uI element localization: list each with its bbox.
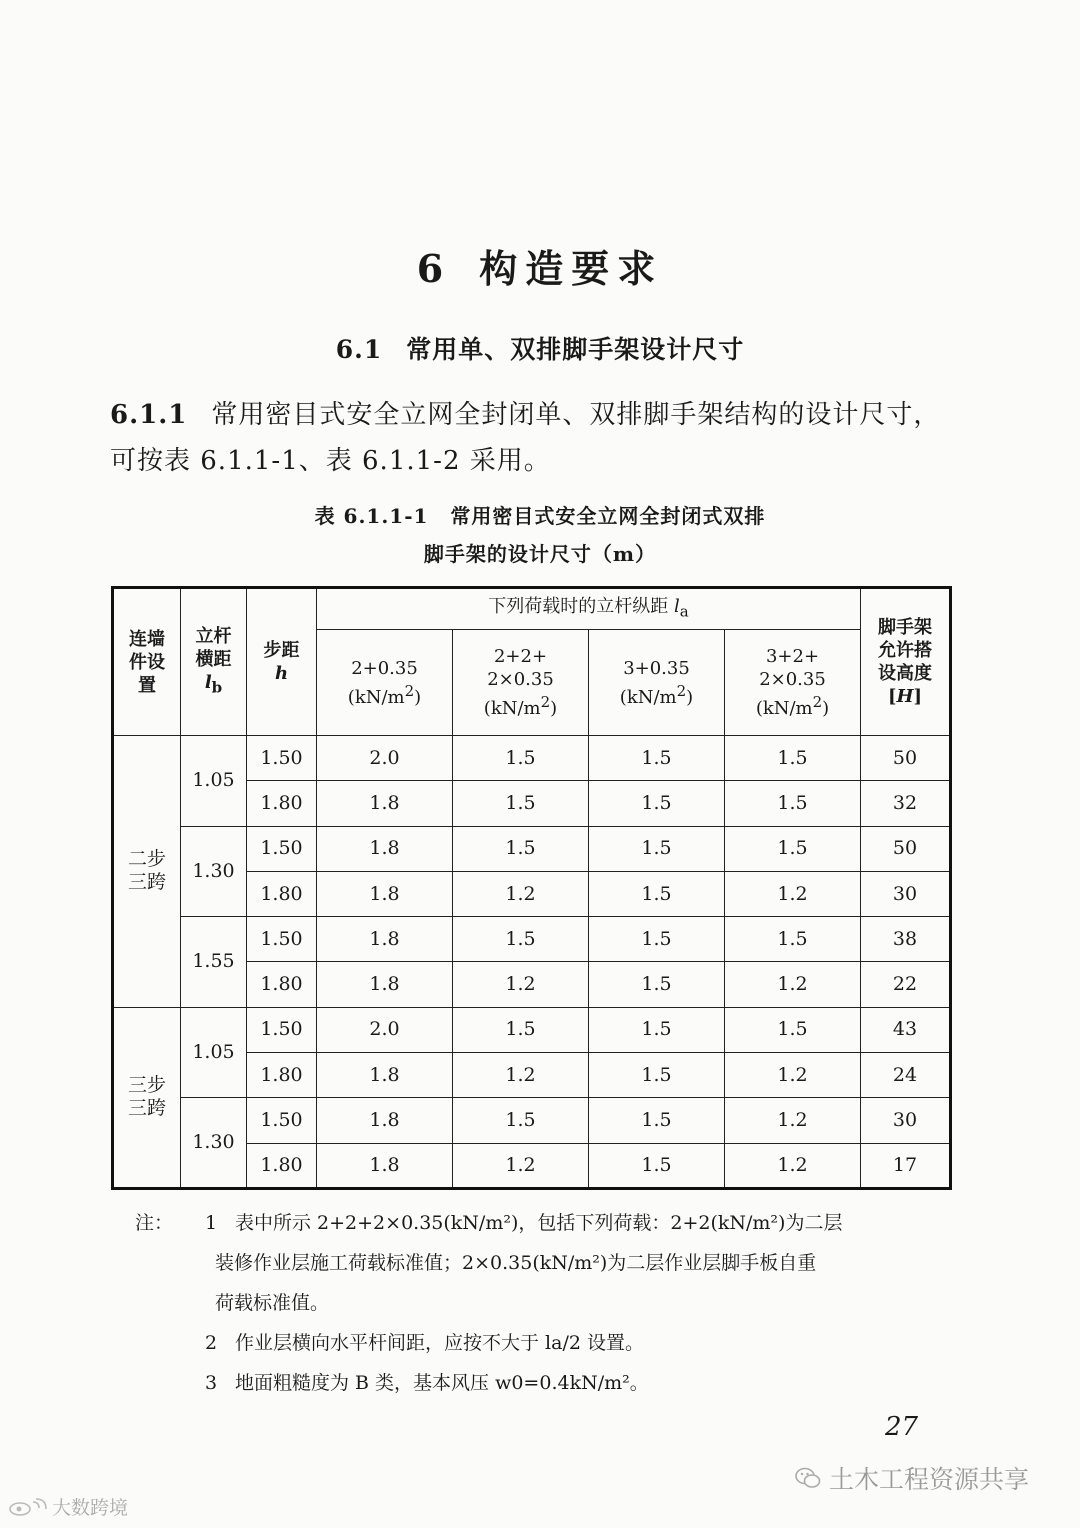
notes-label: 注：: [135, 1212, 174, 1234]
cell-longitudinal-spacing: 1.5: [453, 781, 589, 826]
cell-longitudinal-spacing: 1.5: [725, 1007, 861, 1052]
cell-longitudinal-spacing: 1.5: [589, 781, 725, 826]
cell-longitudinal-spacing: 1.5: [453, 826, 589, 871]
note-text: 表中所示 2+2+2×0.35(kN/m²)，包括下列荷载：2+2(kN/m²)为二层: [235, 1212, 843, 1234]
cell-step: 1.80: [247, 871, 317, 916]
cell-transverse-spacing: 1.55: [181, 917, 247, 1008]
header-height: 脚手架 允许搭 设高度 [H]: [861, 588, 951, 736]
cell-longitudinal-spacing: 2.0: [317, 736, 453, 781]
cell-longitudinal-spacing: 1.5: [725, 736, 861, 781]
note-index: 3: [205, 1372, 218, 1394]
cell-longitudinal-spacing: 1.2: [725, 1143, 861, 1188]
note-item: [135, 1363, 955, 1403]
note-text: 作业层横向水平杆间距，应按不大于 la/2 设置。: [235, 1332, 644, 1354]
cell-longitudinal-spacing: 1.8: [317, 871, 453, 916]
cell-step: 1.50: [247, 1007, 317, 1052]
cell-longitudinal-spacing: 1.5: [725, 781, 861, 826]
table-row: [113, 917, 951, 962]
cell-transverse-spacing: 1.30: [181, 1098, 247, 1189]
cell-allowed-height: 38: [861, 917, 951, 962]
table-caption-line1: 常用密目式安全立网全封闭式双排: [450, 504, 766, 528]
cell-longitudinal-spacing: 1.8: [317, 1143, 453, 1188]
cell-allowed-height: 24: [861, 1053, 951, 1098]
cell-longitudinal-spacing: 1.2: [453, 871, 589, 916]
cell-longitudinal-spacing: 1.8: [317, 826, 453, 871]
cell-step: 1.50: [247, 917, 317, 962]
cell-allowed-height: 50: [861, 826, 951, 871]
cell-longitudinal-spacing: 1.2: [453, 1053, 589, 1098]
cell-transverse-spacing: 1.05: [181, 1007, 247, 1098]
cell-longitudinal-spacing: 1.5: [725, 826, 861, 871]
cell-longitudinal-spacing: 1.8: [317, 781, 453, 826]
clause-number: 6.1.1: [110, 400, 188, 430]
cell-longitudinal-spacing: 1.5: [453, 1098, 589, 1143]
watermark-left: [8, 1493, 128, 1520]
clause-text: 常用密目式安全立网全封闭单、双排脚手架结构的设计尺寸，可按表 6.1.1-1、表 6.1.1-2 采用。: [110, 400, 941, 476]
table-row: [113, 826, 951, 871]
note-item: [135, 1323, 955, 1363]
table-caption-number: 表 6.1.1-1: [314, 504, 429, 528]
note-text: 装修作业层施工荷载标准值；2×0.35(kN/m²)为二层作业层脚手板自重: [215, 1252, 817, 1274]
cell-step: 1.80: [247, 1053, 317, 1098]
watermark-right-text: 土木工程资源共享: [829, 1465, 1030, 1494]
cell-allowed-height: 30: [861, 871, 951, 916]
cell-allowed-height: 22: [861, 962, 951, 1007]
cell-longitudinal-spacing: 1.5: [589, 1098, 725, 1143]
note-index: 1: [205, 1212, 218, 1234]
note-item: [135, 1203, 955, 1243]
cell-step: 1.50: [247, 1098, 317, 1143]
cell-longitudinal-spacing: 1.2: [453, 1143, 589, 1188]
cell-longitudinal-spacing: 1.5: [589, 1053, 725, 1098]
cell-longitudinal-spacing: 1.8: [317, 1098, 453, 1143]
cell-wall-tie: 三步三跨: [113, 1007, 181, 1188]
table-caption: [0, 500, 1080, 529]
table-body: [113, 736, 951, 1189]
cell-longitudinal-spacing: 1.2: [725, 871, 861, 916]
chapter-heading: [0, 238, 1080, 293]
header-load-3: 3+0.35 $(kN/m^2)$: [589, 630, 725, 736]
chapter-number: 6: [416, 246, 452, 291]
cell-longitudinal-spacing: 1.5: [589, 736, 725, 781]
note-text: 地面粗糙度为 B 类，基本风压 w0=0.4kN/m²。: [235, 1372, 649, 1394]
wechat-icon: [795, 1465, 821, 1491]
watermark-right: [795, 1460, 1029, 1496]
weibo-icon: [8, 1498, 48, 1516]
cell-longitudinal-spacing: 1.2: [453, 962, 589, 1007]
table-row: [113, 1098, 951, 1143]
cell-longitudinal-spacing: 1.8: [317, 1053, 453, 1098]
note-text: 荷载标准值。: [215, 1292, 330, 1314]
clause-paragraph: [110, 392, 960, 484]
cell-step: 1.50: [247, 826, 317, 871]
header-transverse: 立杆 横距 $l_b$: [181, 588, 247, 736]
section-heading: [0, 330, 1080, 366]
cell-wall-tie: 二步三跨: [113, 736, 181, 1008]
header-group: 下列荷载时的立杆纵距 $l_a$: [317, 588, 861, 630]
cell-longitudinal-spacing: 1.5: [589, 871, 725, 916]
cell-step: 1.80: [247, 1143, 317, 1188]
cell-longitudinal-spacing: 1.5: [453, 1007, 589, 1052]
header-step: 步距 h: [247, 588, 317, 736]
cell-longitudinal-spacing: 1.5: [589, 962, 725, 1007]
note-index: 2: [205, 1332, 218, 1354]
cell-longitudinal-spacing: 1.2: [725, 962, 861, 1007]
cell-longitudinal-spacing: 1.5: [453, 736, 589, 781]
cell-allowed-height: 43: [861, 1007, 951, 1052]
cell-longitudinal-spacing: 1.5: [589, 1143, 725, 1188]
cell-longitudinal-spacing: 1.5: [453, 917, 589, 962]
cell-transverse-spacing: 1.30: [181, 826, 247, 917]
cell-longitudinal-spacing: 1.5: [589, 917, 725, 962]
section-title: 常用单、双排脚手架设计尺寸: [406, 335, 745, 364]
watermark-left-text: 大数跨境: [52, 1497, 129, 1519]
cell-allowed-height: 32: [861, 781, 951, 826]
cell-longitudinal-spacing: 1.2: [725, 1053, 861, 1098]
cell-longitudinal-spacing: 1.5: [725, 917, 861, 962]
table-row: [113, 1007, 951, 1052]
chapter-title: 构造要求: [479, 246, 664, 291]
header-wall-tie: 连墙 件设 置: [113, 588, 181, 736]
table-header: [113, 588, 951, 736]
cell-longitudinal-spacing: 1.8: [317, 962, 453, 1007]
notes: [135, 1203, 955, 1403]
cell-step: 1.50: [247, 736, 317, 781]
cell-allowed-height: 17: [861, 1143, 951, 1188]
table-caption-line2: 脚手架的设计尺寸（m）: [423, 542, 657, 566]
header-load-1: 2+0.35 $(kN/m^2)$: [317, 630, 453, 736]
cell-longitudinal-spacing: 1.5: [589, 826, 725, 871]
cell-transverse-spacing: 1.05: [181, 736, 247, 827]
header-load-4: 3+2+ 2×0.35 $(kN/m^2)$: [725, 630, 861, 736]
cell-longitudinal-spacing: 1.8: [317, 917, 453, 962]
cell-longitudinal-spacing: 2.0: [317, 1007, 453, 1052]
table-row: [113, 736, 951, 781]
cell-longitudinal-spacing: 1.2: [725, 1098, 861, 1143]
design-size-table: [111, 586, 952, 1190]
cell-longitudinal-spacing: 1.5: [589, 1007, 725, 1052]
cell-step: 1.80: [247, 962, 317, 1007]
cell-allowed-height: 50: [861, 736, 951, 781]
cell-step: 1.80: [247, 781, 317, 826]
header-load-2: 2+2+ 2×0.35 $(kN/m^2)$: [453, 630, 589, 736]
cell-allowed-height: 30: [861, 1098, 951, 1143]
page-number: 27: [885, 1412, 919, 1442]
section-number: 6.1: [335, 335, 383, 364]
